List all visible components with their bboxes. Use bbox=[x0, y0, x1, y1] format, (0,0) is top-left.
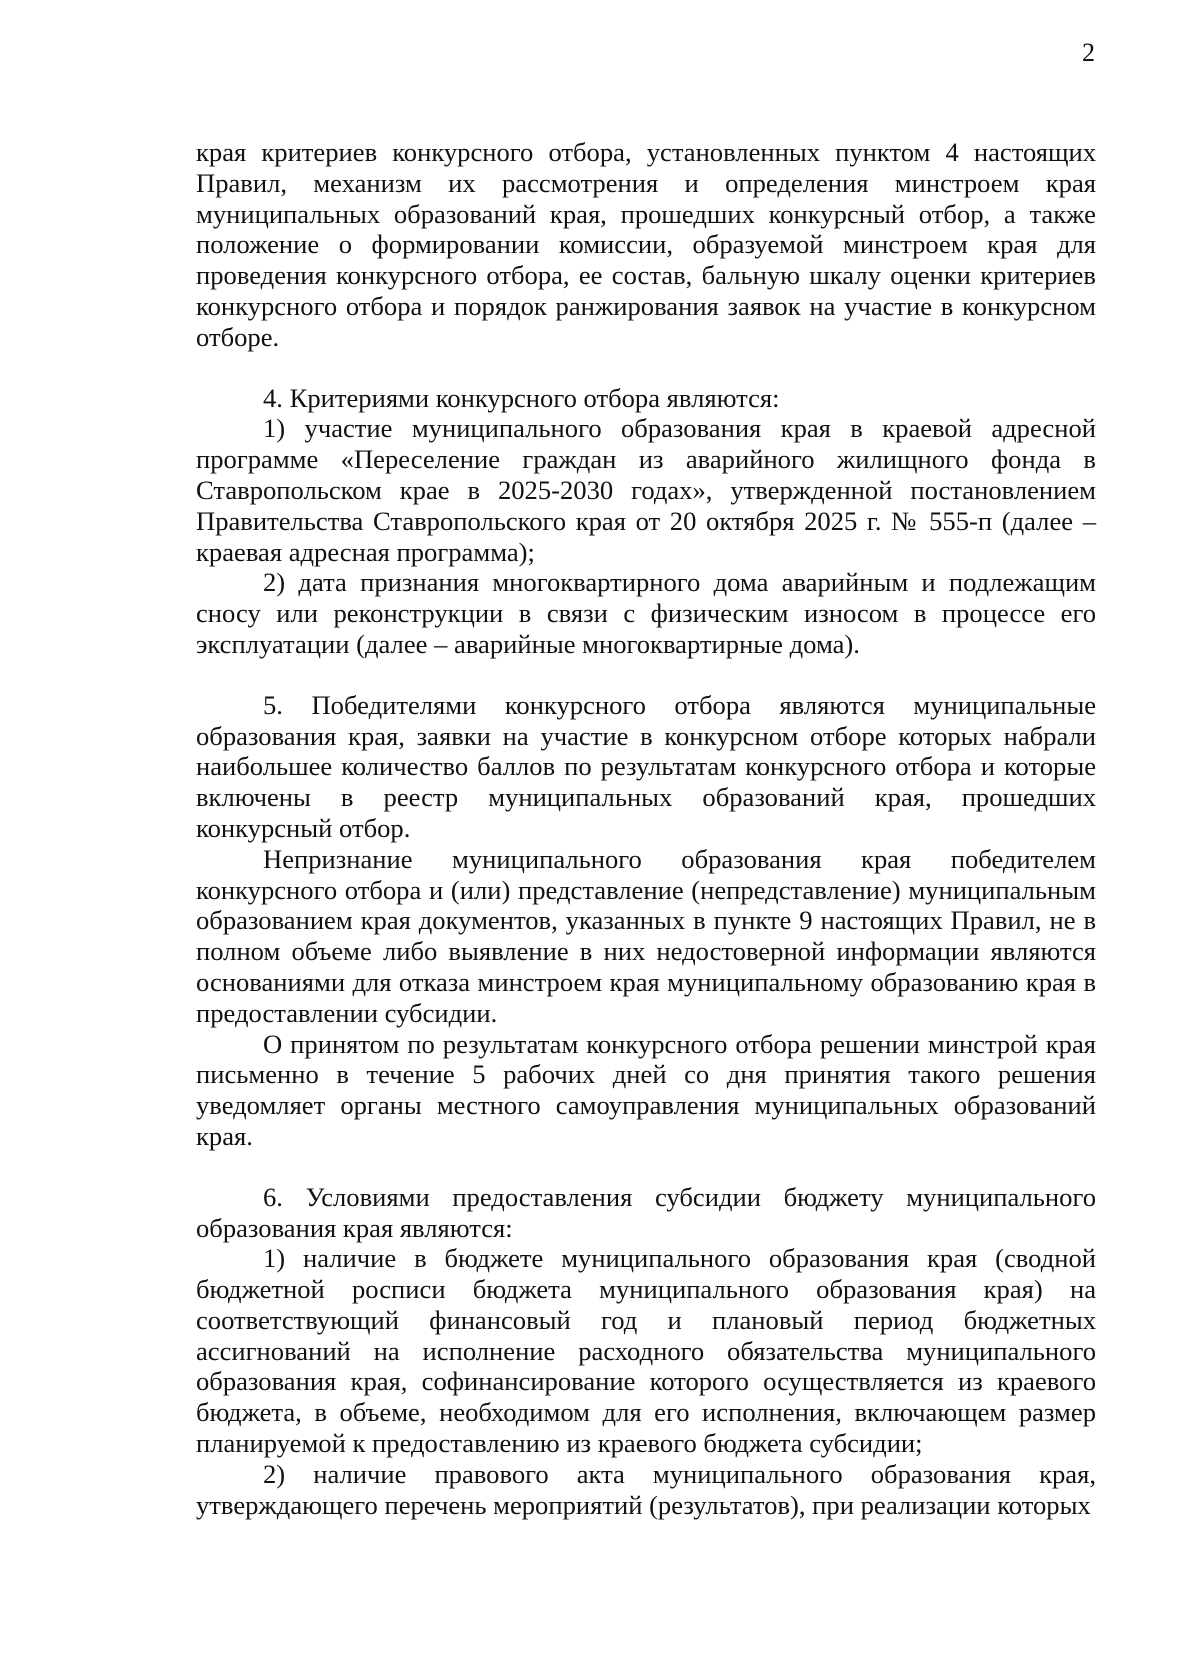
paragraph-item-4-2: 2) дата признания многоквартирного дома аварийным и подлежащим сносу или реконструкции в связи с физическим износом в процессе его эксплуатации (далее – аварийные многоквартирные дома). bbox=[196, 567, 1096, 659]
paragraph-item-6-2: 2) наличие правового акта муниципального образования края, утверждающего перечень мероприятий (результатов), при реализации которых bbox=[196, 1458, 1096, 1520]
paragraph-item-6-heading: 6. Условиями предоставления субсидии бюджету муниципального образования края являются: bbox=[196, 1181, 1096, 1243]
document-body bbox=[196, 137, 1096, 1520]
paragraph-item-6-1: 1) наличие в бюджете муниципального образования края (сводной бюджетной росписи бюджета муниципального образования края) на соответствующий финансовый год и плановый период бюджетных ассигнований на исполнение расходного обязательства муниципального образования края, софинансирование которого осуществляется из краевого бюджета, в объеме, необходимом для его исполнения, включающем размер планируемой к предоставлению из краевого бюджета субсидии; bbox=[196, 1243, 1096, 1459]
paragraph-continuation: края критериев конкурсного отбора, установленных пунктом 4 настоящих Правил, механизм их рассмотрения и определения минстроем края муниципальных образований края, прошедших конкурсный отбор, а также положение о формировании комиссии, образуемой минстроем края для проведения конкурсного отбора, ее состав, бальную шкалу оценки критериев конкурсного отбора и порядок ранжирования заявок на участие в конкурсном отборе. bbox=[196, 137, 1096, 352]
paragraph-item-5-refusal: Непризнание муниципального образования края победителем конкурсного отбора и (или) представление (непредставление) муниципальным образованием края документов, указанных в пункте 9 настоящих Правил, не в полном объеме либо выявление в них недостоверной информации являются основаниями для отказа минстроем края муниципальному образованию края в предоставлении субсидии. bbox=[196, 843, 1096, 1028]
paragraph-item-5-notice: О принятом по результатам конкурсного отбора решении минстрой края письменно в течение 5 рабочих дней со дня принятия такого решения уведомляет органы местного самоуправления муниципальных образований края. bbox=[196, 1028, 1096, 1151]
paragraph-item-4-heading: 4. Критериями конкурсного отбора являются: bbox=[263, 382, 780, 413]
paragraph-item-4-1: 1) участие муниципального образования края в краевой адресной программе «Переселение граждан из аварийного жилищного фонда в Ставропольском крае в 2025-2030 годах», утвержденной постановлением Правительства Ставропольского края от 20 октября 2025 г. № 555-п (далее – краевая адресная программа); bbox=[196, 413, 1096, 567]
paragraph-item-5: 5. Победителями конкурсного отбора являются муниципальные образования края, заявки на участие в конкурсном отборе которых набрали наибольшее количество баллов по результатам конкурсного отбора и которые включены в реестр муниципальных образований края, прошедших конкурсный отбор. bbox=[196, 689, 1096, 843]
page-number: 2 bbox=[1082, 38, 1095, 67]
